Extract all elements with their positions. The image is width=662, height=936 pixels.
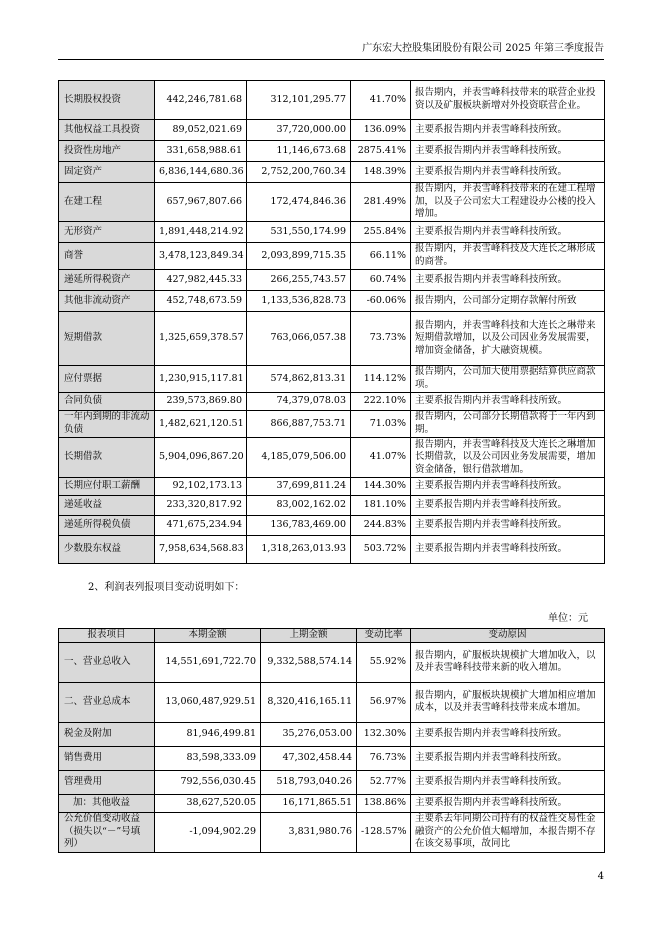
table-row [59,682,605,722]
current-amount: 1,325,659,378.57 [155,312,247,366]
item-name: 递延所得税资产 [59,270,155,291]
item-name: 递延收益 [59,496,155,516]
current-amount: 7,958,634,568.83 [155,536,247,564]
change-ratio: 244.83% [351,516,411,536]
previous-amount: 37,720,000.00 [247,120,351,141]
change-reason: 主要系报告期内并表雪峰科技所致。 [411,162,605,183]
change-reason: 报告期内，公司部分定期存款解付所致 [411,291,605,312]
previous-amount: 83,002,162.02 [247,496,351,516]
table-row [59,746,605,770]
change-ratio: -60.06% [351,291,411,312]
table-row [59,642,605,682]
table-row [59,516,605,536]
current-amount: 331,658,988.61 [155,141,247,162]
previous-amount: 11,146,673.68 [247,141,351,162]
previous-amount: 574,862,813.31 [247,366,351,393]
item-name: 公允价值变动收益（损失以“－”号填列） [59,812,155,852]
previous-amount: 531,550,174.99 [247,222,351,243]
change-ratio: 148.39% [351,162,411,183]
change-reason: 报告期内，并表雪峰科技及大连长之琳增加长期借款，以及公司因业务发展需要，增加资金储备，银行借款增加。 [411,438,605,478]
change-reason: 报告期内，公司部分长期借款将于一年内到期。 [411,411,605,438]
change-ratio: 222.10% [351,393,411,411]
item-name: 固定资产 [59,162,155,183]
current-amount: 38,627,520.05 [155,794,261,812]
item-name: 应付票据 [59,366,155,393]
change-reason: 报告期内，矿服板块规模扩大增加相应增加成本，以及并表雪峰科技带来成本增加。 [411,682,605,722]
previous-amount: 1,133,536,828.73 [247,291,351,312]
table-row [59,312,605,366]
current-amount: 81,946,499.81 [155,722,261,746]
table-row [59,81,605,120]
change-ratio: 56.97% [357,682,411,722]
change-ratio: 132.30% [357,722,411,746]
header-reason: 变动原因 [411,629,605,643]
previous-amount: 47,302,458.44 [261,746,357,770]
change-reason: 主要系报告期内并表雪峰科技所致。 [411,141,605,162]
item-name: 二、营业总成本 [59,682,155,722]
current-amount: 1,230,915,117.81 [155,366,247,393]
change-reason: 主要系报告期内并表雪峰科技所致。 [411,393,605,411]
change-reason: 主要系报告期内并表雪峰科技所致。 [411,496,605,516]
change-reason: 主要系报告期内并表雪峰科技所致。 [411,270,605,291]
change-reason: 主要系报告期内并表雪峰科技所致。 [411,120,605,141]
report-title: 广东宏大控股集团股份有限公司 2025 年第三季度报告 [362,43,604,54]
change-reason: 主要系报告期内并表雪峰科技所致。 [411,794,605,812]
change-reason: 报告期内，并表雪峰科技和大连长之琳带来短期借款增加，以及公司因业务发展需要，增加资金储备，扩大融资规模。 [411,312,605,366]
table-row [59,496,605,516]
change-ratio: 73.73% [351,312,411,366]
header-current: 本期金额 [155,629,261,643]
current-amount: 233,320,817.92 [155,496,247,516]
change-reason: 主要系报告期内并表雪峰科技所致。 [411,722,605,746]
change-reason: 主要系去年同期公司持有的权益性交易性金融资产的公允价值大幅增加，本报告期不存在该交易事项，故同比 [411,812,605,852]
change-ratio: 76.73% [357,746,411,770]
change-reason: 报告期内，并表雪峰科技带来的联营企业投资以及矿服板块新增对外投资联营企业。 [411,81,605,120]
change-ratio: 41.70% [351,81,411,120]
current-amount: 13,060,487,929.51 [155,682,261,722]
previous-amount: 16,171,865.51 [261,794,357,812]
previous-amount: 172,474,846.36 [247,183,351,222]
item-name: 其他权益工具投资 [59,120,155,141]
change-reason: 主要系报告期内并表雪峰科技所致。 [411,516,605,536]
change-ratio: 503.72% [351,536,411,564]
previous-amount: 312,101,295.77 [247,81,351,120]
item-name: 短期借款 [59,312,155,366]
item-name: 无形资产 [59,222,155,243]
table-row [59,812,605,852]
current-amount: 452,748,673.59 [155,291,247,312]
change-reason: 报告期内，并表雪峰科技带来的在建工程增加，以及子公司宏大工程建设办公楼的投入增加。 [411,183,605,222]
header-previous: 上期金额 [261,629,357,643]
item-name: 销售费用 [59,746,155,770]
current-amount: 6,836,144,680.36 [155,162,247,183]
previous-amount: 136,783,469.00 [247,516,351,536]
change-ratio: 52.77% [357,770,411,794]
table-header-row [59,629,605,643]
item-name: 投资性房地产 [59,141,155,162]
current-amount: 792,556,030.45 [155,770,261,794]
change-ratio: 136.09% [351,120,411,141]
income-statement-changes-table [58,628,605,853]
change-reason: 报告期内，并表雪峰科技及大连长之琳形成的商誉。 [411,243,605,270]
item-name: 税金及附加 [59,722,155,746]
previous-amount: 37,699,811.24 [247,478,351,496]
change-reason: 主要系报告期内并表雪峰科技所致。 [411,770,605,794]
current-amount: 471,675,234.94 [155,516,247,536]
item-name: 长期应付职工薪酬 [59,478,155,496]
table-row [59,438,605,478]
change-ratio: 60.74% [351,270,411,291]
item-name: 长期借款 [59,438,155,478]
table-row [59,120,605,141]
previous-amount: 8,320,416,165.11 [261,682,357,722]
item-name: 在建工程 [59,183,155,222]
table-row [59,478,605,496]
change-reason: 报告期内，公司加大使用票据结算供应商款项。 [411,366,605,393]
table-row [59,411,605,438]
change-ratio: 255.84% [351,222,411,243]
current-amount: 3,478,123,849.34 [155,243,247,270]
change-ratio: 41.07% [351,438,411,478]
previous-amount: 763,066,057.38 [247,312,351,366]
previous-amount: 3,831,980.76 [261,812,357,852]
item-name: 少数股东权益 [59,536,155,564]
table-row [59,183,605,222]
item-name: 合同负债 [59,393,155,411]
item-name: 管理费用 [59,770,155,794]
change-reason: 主要系报告期内并表雪峰科技所致。 [411,746,605,770]
table-row [59,722,605,746]
item-name: 长期股权投资 [59,81,155,120]
page-header [58,42,604,60]
table-row [59,243,605,270]
current-amount: 442,246,781.68 [155,81,247,120]
current-amount: -1,094,902.29 [155,812,261,852]
table-row [59,291,605,312]
current-amount: 83,598,333.09 [155,746,261,770]
balance-sheet-changes-table [58,80,605,564]
previous-amount: 866,887,753.71 [247,411,351,438]
change-ratio: -128.57% [357,812,411,852]
current-amount: 239,573,869.80 [155,393,247,411]
change-ratio: 144.30% [351,478,411,496]
item-name: 商誉 [59,243,155,270]
change-ratio: 138.86% [357,794,411,812]
table-row [59,270,605,291]
change-reason: 主要系报告期内并表雪峰科技所致。 [411,222,605,243]
previous-amount: 2,093,899,715.35 [247,243,351,270]
change-reason: 主要系报告期内并表雪峰科技所致。 [411,478,605,496]
current-amount: 657,967,807.66 [155,183,247,222]
change-ratio: 181.10% [351,496,411,516]
table-row [59,536,605,564]
change-ratio: 281.49% [351,183,411,222]
table-row [59,141,605,162]
change-ratio: 55.92% [357,642,411,682]
previous-amount: 35,276,053.00 [261,722,357,746]
current-amount: 89,052,021.69 [155,120,247,141]
item-name: 其他非流动资产 [59,291,155,312]
change-ratio: 71.03% [351,411,411,438]
previous-amount: 518,793,040.26 [261,770,357,794]
item-name: 加：其他收益 [59,794,155,812]
table-row [59,162,605,183]
previous-amount: 266,255,743.57 [247,270,351,291]
table-row [59,222,605,243]
change-reason: 报告期内，矿服板块规模扩大增加收入，以及并表雪峰科技带来新的收入增加。 [411,642,605,682]
table-row [59,366,605,393]
change-ratio: 66.11% [351,243,411,270]
table-row [59,794,605,812]
item-name: 一、营业总收入 [59,642,155,682]
previous-amount: 74,379,078.03 [247,393,351,411]
page-number: 4 [597,871,604,882]
change-ratio: 114.12% [351,366,411,393]
unit-label: 单位：元 [548,613,588,624]
table-row [59,770,605,794]
change-ratio: 2875.41% [351,141,411,162]
previous-amount: 9,332,588,574.14 [261,642,357,682]
table-row [59,393,605,411]
current-amount: 1,482,621,120.51 [155,411,247,438]
current-amount: 427,982,445.33 [155,270,247,291]
previous-amount: 4,185,079,506.00 [247,438,351,478]
current-amount: 5,904,096,867.20 [155,438,247,478]
income-section-title: 2、利润表列报项目变动说明如下： [88,582,245,593]
current-amount: 1,891,448,214.92 [155,222,247,243]
current-amount: 92,102,173.13 [155,478,247,496]
previous-amount: 1,318,263,013.93 [247,536,351,564]
item-name: 一年内到期的非流动负债 [59,411,155,438]
header-ratio: 变动比率 [357,629,411,643]
previous-amount: 2,752,200,760.34 [247,162,351,183]
current-amount: 14,551,691,722.70 [155,642,261,682]
header-item: 报表项目 [59,629,155,643]
change-reason: 主要系报告期内并表雪峰科技所致。 [411,536,605,564]
item-name: 递延所得税负债 [59,516,155,536]
